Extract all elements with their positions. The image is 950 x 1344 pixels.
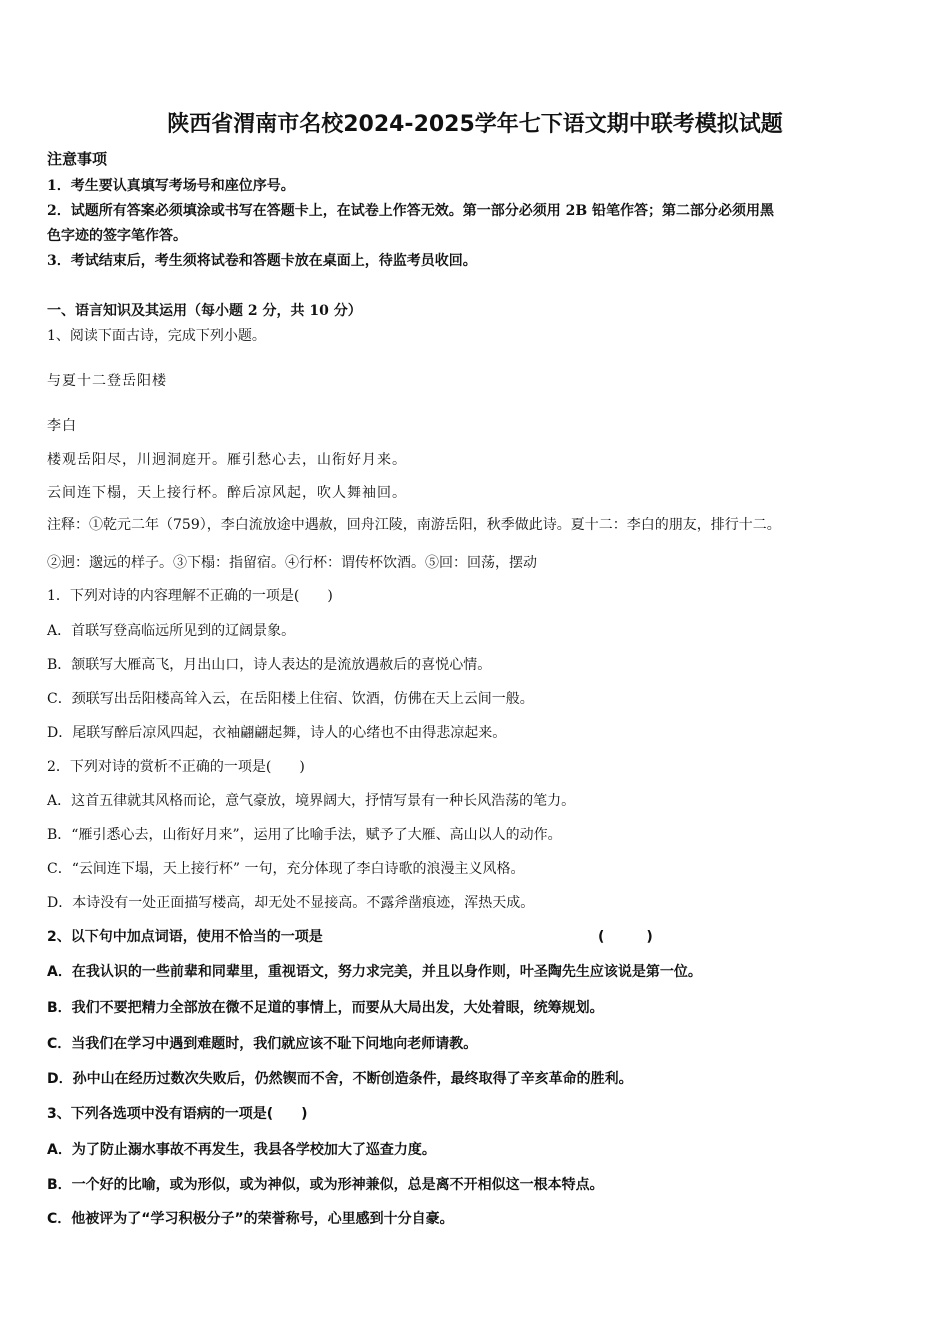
sub2-option-a: A．这首五律就其风格而论，意气豪放，境界阔大，抒情写景有一种长风浩荡的笔力。	[47, 793, 576, 809]
exam-title: 陕西省渭南市名校2024-2025学年七下语文期中联考模拟试题	[167, 112, 783, 137]
sub2-option-d: D．本诗没有一处正面描写楼高，却无处不显接高。不露斧凿痕迹，浑热天成。	[47, 895, 535, 911]
notice-item-1: 1．考生要认真填写考场号和座位序号。	[47, 178, 295, 194]
q1-intro: 1、阅读下面古诗，完成下列小题。	[47, 328, 266, 344]
q2-option-c: C．当我们在学习中遇到难题时，我们就应该不耻下问地向老师请教。	[47, 1036, 478, 1052]
poem-line-1: 楼观岳阳尽，川迥洞庭开。雁引愁心去，山衔好月来。	[47, 452, 407, 468]
q3-stem: 3、下列各选项中没有语病的一项是( )	[47, 1106, 308, 1122]
sub1-option-b: B．颔联写大雁高飞，月出山口，诗人表达的是流放遇赦后的喜悦心情。	[47, 657, 492, 673]
poem-author: 李白	[47, 418, 77, 434]
poem-line-2: 云间连下榻，天上接行杯。醉后凉风起，吹人舞袖回。	[47, 485, 407, 501]
sub1-option-d: D．尾联写醉后凉风四起，衣袖翩翩起舞，诗人的心绪也不由得悲凉起来。	[47, 725, 507, 741]
q2-option-d: D．孙中山在经历过数次失败后，仍然锲而不舍，不断创造条件，最终取得了辛亥革命的胜利。	[47, 1071, 633, 1087]
notice-item-2: 2．试题所有答案必须填涂或书写在答题卡上，在试卷上作答无效。第一部分必须用 2B 铅笔作答；第二部分必须用黑	[47, 203, 775, 219]
q3-option-b: B．一个好的比喻，或为形似，或为神似，或为形神兼似，总是离不开相似这一根本特点。	[47, 1177, 604, 1193]
poem-notes-2: ②迥：邈远的样子。③下榻：指留宿。④行杯：谓传杯饮酒。⑤回：回荡，摆动	[47, 555, 537, 571]
poem-title: 与夏十二登岳阳楼	[47, 373, 167, 389]
sub2-option-c: C．“云间连下塌，天上接行杯” 一句，充分体现了李白诗歌的浪漫主义风格。	[47, 861, 525, 877]
section1-heading: 一、语言知识及其运用（每小题 2 分，共 10 分）	[47, 303, 362, 319]
sub1-option-c: C．颈联写出岳阳楼高耸入云，在岳阳楼上住宿、饮酒，仿佛在天上云间一般。	[47, 691, 534, 707]
q2-option-a: A．在我认识的一些前辈和同辈里，重视语文，努力求完美，并且以身作则，叶圣陶先生应该说是第一位。	[47, 964, 702, 980]
q3-option-c: C．他被评为了“学习积极分子”的荣誉称号，心里感到十分自豪。	[47, 1211, 454, 1227]
notice-item-3: 3．考试结束后，考生须将试卷和答题卡放在桌面上，待监考员收回。	[47, 253, 477, 269]
q2-stem: 2、以下句中加点词语，使用不恰当的一项是	[47, 929, 323, 945]
sub2-stem: 2．下列对诗的赏析不正确的一项是( )	[47, 759, 305, 775]
sub2-option-b: B．“雁引悉心去，山衔好月来”，运用了比喻手法，赋予了大雁、高山以人的动作。	[47, 827, 562, 843]
sub1-option-a: A．首联写登高临远所见到的辽阔景象。	[47, 623, 296, 639]
q3-option-a: A．为了防止溺水事故不再发生，我县各学校加大了巡查力度。	[47, 1142, 436, 1158]
notice-item-2-cont: 色字迹的签字笔作答。	[47, 228, 187, 244]
q2-option-b: B．我们不要把精力全部放在微不足道的事情上，而要从大局出发，大处着眼，统筹规划。	[47, 1000, 604, 1016]
poem-notes-1: 注释：①乾元二年（759），李白流放途中遇赦，回舟江陵，南游岳阳，秋季做此诗。夏十二：李白的朋友，排行十二。	[47, 517, 781, 533]
notice-heading: 注意事项	[47, 150, 108, 168]
q2-answer-paren: ( )	[598, 929, 653, 945]
sub1-stem: 1．下列对诗的内容理解不正确的一项是( )	[47, 588, 333, 604]
